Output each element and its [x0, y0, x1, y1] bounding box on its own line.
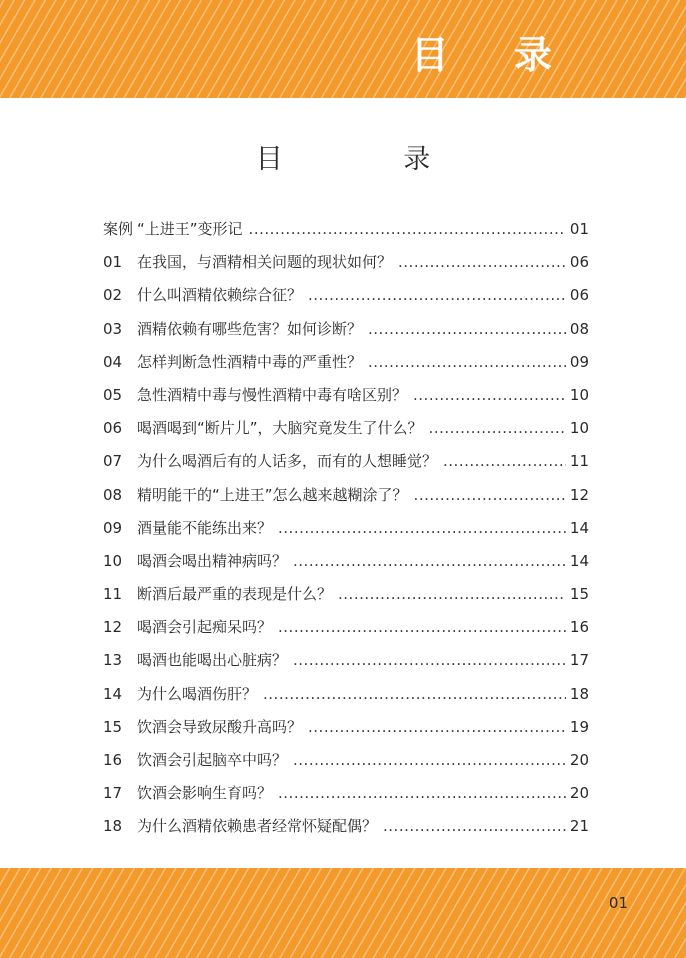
toc-dot-leader — [368, 352, 566, 372]
toc-entry-page: 21 — [569, 817, 589, 836]
toc-dot-leader — [368, 319, 566, 339]
toc-entry[interactable] — [103, 252, 589, 285]
toc-entry-title: 喝酒会引起痴呆吗？ — [137, 618, 273, 637]
toc-entry[interactable] — [103, 451, 589, 484]
toc-dot-leader — [414, 485, 566, 505]
toc-entry[interactable] — [103, 551, 589, 584]
toc-entry-page: 16 — [569, 618, 589, 637]
toc-entry-title: 喝酒也能喝出心脏病？ — [137, 651, 288, 670]
toc-entry[interactable] — [103, 750, 589, 783]
toc-entry[interactable] — [103, 617, 589, 650]
toc-dot-leader — [338, 584, 566, 604]
toc-entry-number: 05 — [103, 385, 123, 404]
page-number: 01 — [608, 894, 628, 912]
toc-entry-page: 20 — [569, 784, 589, 803]
toc-dot-leader — [278, 617, 566, 637]
toc-dot-leader — [278, 518, 566, 538]
toc-entry-title: 喝酒会喝出精神病吗？ — [137, 551, 288, 570]
toc-entry-title: 急性酒精中毒与慢性酒精中毒有啥区别？ — [137, 385, 408, 404]
toc-entry[interactable] — [103, 485, 589, 518]
toc-entry-title: 精明能干的“上进王”怎么越来越糊涂了？ — [137, 485, 408, 504]
toc-entry-number: 12 — [103, 618, 123, 637]
toc-entry-number: 06 — [103, 419, 123, 438]
toc-dot-leader — [308, 717, 566, 737]
toc-entry-title: 为什么酒精依赖患者经常怀疑配偶？ — [137, 817, 378, 836]
toc-entry-title: 断酒后最严重的表现是什么？ — [137, 585, 333, 604]
toc-dot-leader — [293, 650, 566, 670]
toc-entry-title: 怎样判断急性酒精中毒的严重性？ — [137, 352, 363, 371]
toc-entry-title: 饮酒会导致尿酸升高吗？ — [137, 717, 303, 736]
toc-dot-leader — [413, 385, 566, 405]
toc-entry-number: 16 — [103, 751, 123, 769]
toc-entry-number: 02 — [103, 286, 123, 305]
header-title: 目 录 — [410, 33, 578, 77]
toc-dot-leader — [293, 750, 566, 770]
toc-title: 目 录 — [255, 144, 487, 175]
toc-entry-page: 10 — [569, 419, 589, 438]
toc-entry-number: 15 — [103, 717, 123, 736]
toc-entry-number: 18 — [103, 817, 123, 836]
toc-entry-title: “上进王”变形记 — [137, 220, 243, 238]
toc-entry[interactable] — [103, 285, 589, 318]
toc-entry[interactable] — [103, 518, 589, 551]
toc-entry-title: 酒精依赖有哪些危害？如何诊断？ — [137, 319, 363, 338]
toc-entry-number: 13 — [103, 651, 123, 670]
toc-entry[interactable] — [103, 418, 589, 451]
toc-entry-number: 案例 — [103, 220, 134, 238]
toc-entry-page: 17 — [569, 651, 589, 670]
toc-entry-number: 10 — [103, 551, 123, 570]
toc-entry-page: 14 — [569, 551, 589, 570]
toc-dot-leader — [308, 285, 566, 305]
toc-entry-page: 11 — [569, 452, 589, 471]
toc-list — [103, 219, 589, 850]
toc-entry[interactable] — [103, 717, 589, 750]
toc-entry-title: 饮酒会影响生育吗？ — [137, 784, 273, 803]
toc-entry-page: 08 — [569, 319, 589, 338]
toc-dot-leader — [249, 219, 566, 239]
toc-dot-leader — [263, 684, 566, 704]
toc-entry-number: 03 — [103, 319, 123, 338]
toc-entry-page: 06 — [569, 253, 589, 272]
toc-entry-page: 06 — [569, 286, 589, 305]
toc-entry[interactable] — [103, 650, 589, 683]
footer-band — [0, 868, 686, 958]
toc-entry-title: 为什么喝酒伤肝？ — [137, 684, 258, 703]
toc-entry-number: 01 — [103, 253, 123, 272]
toc-entry-title: 酒量能不能练出来？ — [137, 518, 273, 537]
toc-dot-leader — [443, 451, 566, 471]
toc-entry[interactable] — [103, 684, 589, 717]
toc-entry-page: 14 — [569, 518, 589, 537]
toc-entry-number: 11 — [103, 585, 123, 604]
toc-entry-page: 10 — [569, 385, 589, 404]
toc-entry-page: 01 — [569, 220, 589, 238]
toc-entry[interactable] — [103, 352, 589, 385]
toc-entry[interactable] — [103, 219, 589, 252]
toc-dot-leader — [398, 252, 566, 272]
toc-entry-number: 17 — [103, 784, 123, 803]
toc-entry-number: 09 — [103, 518, 123, 537]
toc-entry-title: 什么叫酒精依赖综合征？ — [137, 286, 303, 305]
toc-entry[interactable] — [103, 385, 589, 418]
toc-entry-page: 19 — [569, 717, 589, 736]
toc-entry-page: 15 — [569, 585, 589, 604]
toc-dot-leader — [278, 783, 566, 803]
toc-entry-title: 喝酒喝到“断片儿”，大脑究竟发生了什么？ — [137, 419, 423, 438]
toc-entry-page: 18 — [569, 684, 589, 703]
toc-entry[interactable] — [103, 783, 589, 816]
toc-dot-leader — [383, 816, 566, 836]
toc-entry[interactable] — [103, 816, 589, 849]
toc-entry-page: 09 — [569, 352, 589, 371]
toc-entry-number: 07 — [103, 452, 123, 471]
header-band — [0, 0, 686, 98]
toc-entry-number: 14 — [103, 684, 123, 703]
toc-entry-number: 08 — [103, 485, 123, 504]
toc-entry-title: 饮酒会引起脑卒中吗？ — [137, 751, 288, 769]
toc-entry-page: 20 — [569, 751, 589, 769]
toc-entry-title: 为什么喝酒后有的人话多，而有的人想睡觉？ — [137, 452, 438, 471]
toc-entry[interactable] — [103, 319, 589, 352]
toc-dot-leader — [429, 418, 566, 438]
toc-entry[interactable] — [103, 584, 589, 617]
toc-entry-number: 04 — [103, 352, 123, 371]
toc-entry-page: 12 — [569, 485, 589, 504]
toc-entry-title: 在我国，与酒精相关问题的现状如何？ — [137, 253, 393, 272]
toc-dot-leader — [293, 551, 566, 571]
